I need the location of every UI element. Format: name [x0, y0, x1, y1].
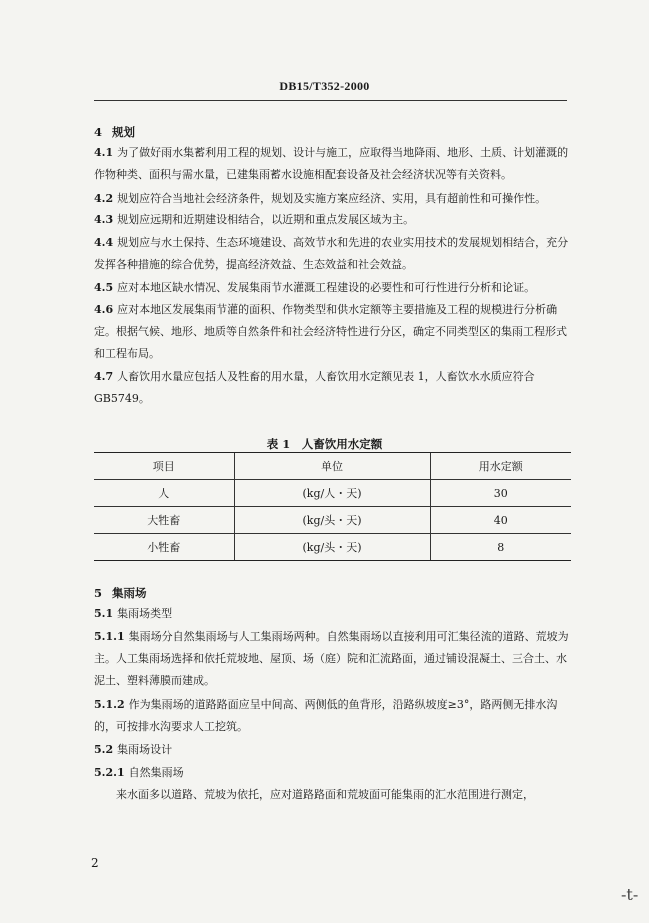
paragraph-4-4	[94, 232, 572, 276]
table-cell: 小牲畜	[94, 534, 234, 561]
table-1-title: 表 1 人畜饮用水定额	[266, 437, 383, 451]
clause-number: 5.1	[94, 607, 114, 620]
clause-text: 为了做好雨水集蓄利用工程的规划、设计与施工，应取得当地降雨、地形、土质、计划灌溉的作物种类、面积与需水量，已建集雨蓄水设施相配套设备及社会经济状况等有关资料。	[94, 146, 569, 181]
table-cell: 8	[430, 534, 571, 561]
column-header: 项目	[94, 453, 234, 480]
column-header: 用水定额	[430, 453, 571, 480]
clause-text: 作为集雨场的道路路面应呈中间高、两侧低的鱼背形，沿路纵坡度≥3°，路两侧无排水沟的，可按排水沟要求人工挖筑。	[94, 698, 558, 733]
clause-number: 5.1.2	[94, 698, 125, 711]
subsection-5-2-1-heading	[94, 762, 572, 784]
clause-text: 人畜饮用水量应包括人及牲畜的用水量，人畜饮用水定额见表 1，人畜饮水水质应符合GB5749。	[94, 370, 535, 405]
clause-text: 集雨场分自然集雨场与人工集雨场两种。自然集雨场以直接利用可汇集径流的道路、荒坡为主。人工集雨场选择和依托荒坡地、屋顶、场（庭）院和汇流路面，通过铺设混凝土、三合土、水泥土、塑料薄膜而建成。	[94, 630, 569, 687]
paragraph-5-1-2	[94, 694, 572, 738]
clause-text: 应对本地区缺水情况、发展集雨节水灌溉工程建设的必要性和可行性进行分析和论证。	[117, 281, 536, 294]
clause-number: 4.6	[94, 303, 114, 316]
table-header-row	[94, 453, 571, 480]
subsection-5-2-heading	[94, 739, 572, 761]
clause-number: 4.5	[94, 281, 114, 294]
table-row	[94, 507, 571, 534]
section-title: 集雨场	[112, 586, 147, 600]
table-cell: 人	[94, 480, 234, 507]
table-cell: 大牲畜	[94, 507, 234, 534]
clause-text: 规划应符合当地社会经济条件，规划及实施方案应经济、实用，具有超前性和可操作性。	[117, 192, 547, 205]
clause-number: 5.2.1	[94, 766, 125, 779]
clause-number: 5.2	[94, 743, 114, 756]
clause-number: 4.4	[94, 236, 114, 249]
table-cell: (kg/头・天)	[234, 507, 430, 534]
water-quota-table	[94, 452, 571, 561]
corner-mark: -t-	[621, 885, 639, 904]
page-number: 2	[91, 856, 99, 870]
table-row	[94, 480, 571, 507]
column-header: 单位	[234, 453, 430, 480]
clause-number: 4.2	[94, 192, 114, 205]
paragraph-4-3	[94, 209, 572, 231]
clause-title: 集雨场设计	[117, 743, 173, 756]
paragraph-5-2-1: 来水面多以道路、荒坡为依托，应对道路路面和荒坡面可能集雨的汇水范围进行测定，	[116, 788, 534, 801]
clause-text: 应对本地区发展集雨节灌的面积、作物类型和供水定额等主要措施及工程的规模进行分析确定。根据气候、地形、地质等自然条件和社会经济特性进行分区，确定不同类型区的集雨工程形式和工程布局。	[94, 303, 567, 360]
clause-number: 4.7	[94, 370, 114, 383]
table-cell: (kg/人・天)	[234, 480, 430, 507]
clause-number: 4.1	[94, 146, 114, 159]
paragraph-5-1-1	[94, 626, 572, 692]
section-number: 4	[94, 125, 103, 139]
section-4-heading	[94, 124, 135, 140]
clause-number: 5.1.1	[94, 630, 125, 643]
section-5-heading	[94, 585, 147, 601]
clause-title: 自然集雨场	[128, 766, 184, 779]
clause-title: 集雨场类型	[117, 607, 173, 620]
table-cell: 30	[430, 480, 571, 507]
clause-text: 规划应远期和近期建设相结合，以近期和重点发展区域为主。	[117, 213, 415, 226]
table-cell: (kg/头・天)	[234, 534, 430, 561]
paragraph-4-5	[94, 277, 572, 299]
subsection-5-1-heading	[94, 603, 572, 625]
paragraph-4-1	[94, 142, 572, 186]
table-row	[94, 534, 571, 561]
section-number: 5	[94, 586, 103, 600]
paragraph-4-6	[94, 299, 572, 365]
header-rule	[94, 100, 567, 101]
clause-number: 4.3	[94, 213, 114, 226]
section-title: 规划	[112, 125, 135, 139]
paragraph-4-2	[94, 188, 572, 210]
clause-text: 规划应与水土保持、生态环境建设、高效节水和先进的农业实用技术的发展规划相结合，充分发挥各种措施的综合优势，提高经济效益、生态效益和社会效益。	[94, 236, 569, 271]
table-cell: 40	[430, 507, 571, 534]
paragraph-4-7	[94, 366, 572, 410]
standard-code-header: DB15/T352-2000	[279, 79, 370, 93]
